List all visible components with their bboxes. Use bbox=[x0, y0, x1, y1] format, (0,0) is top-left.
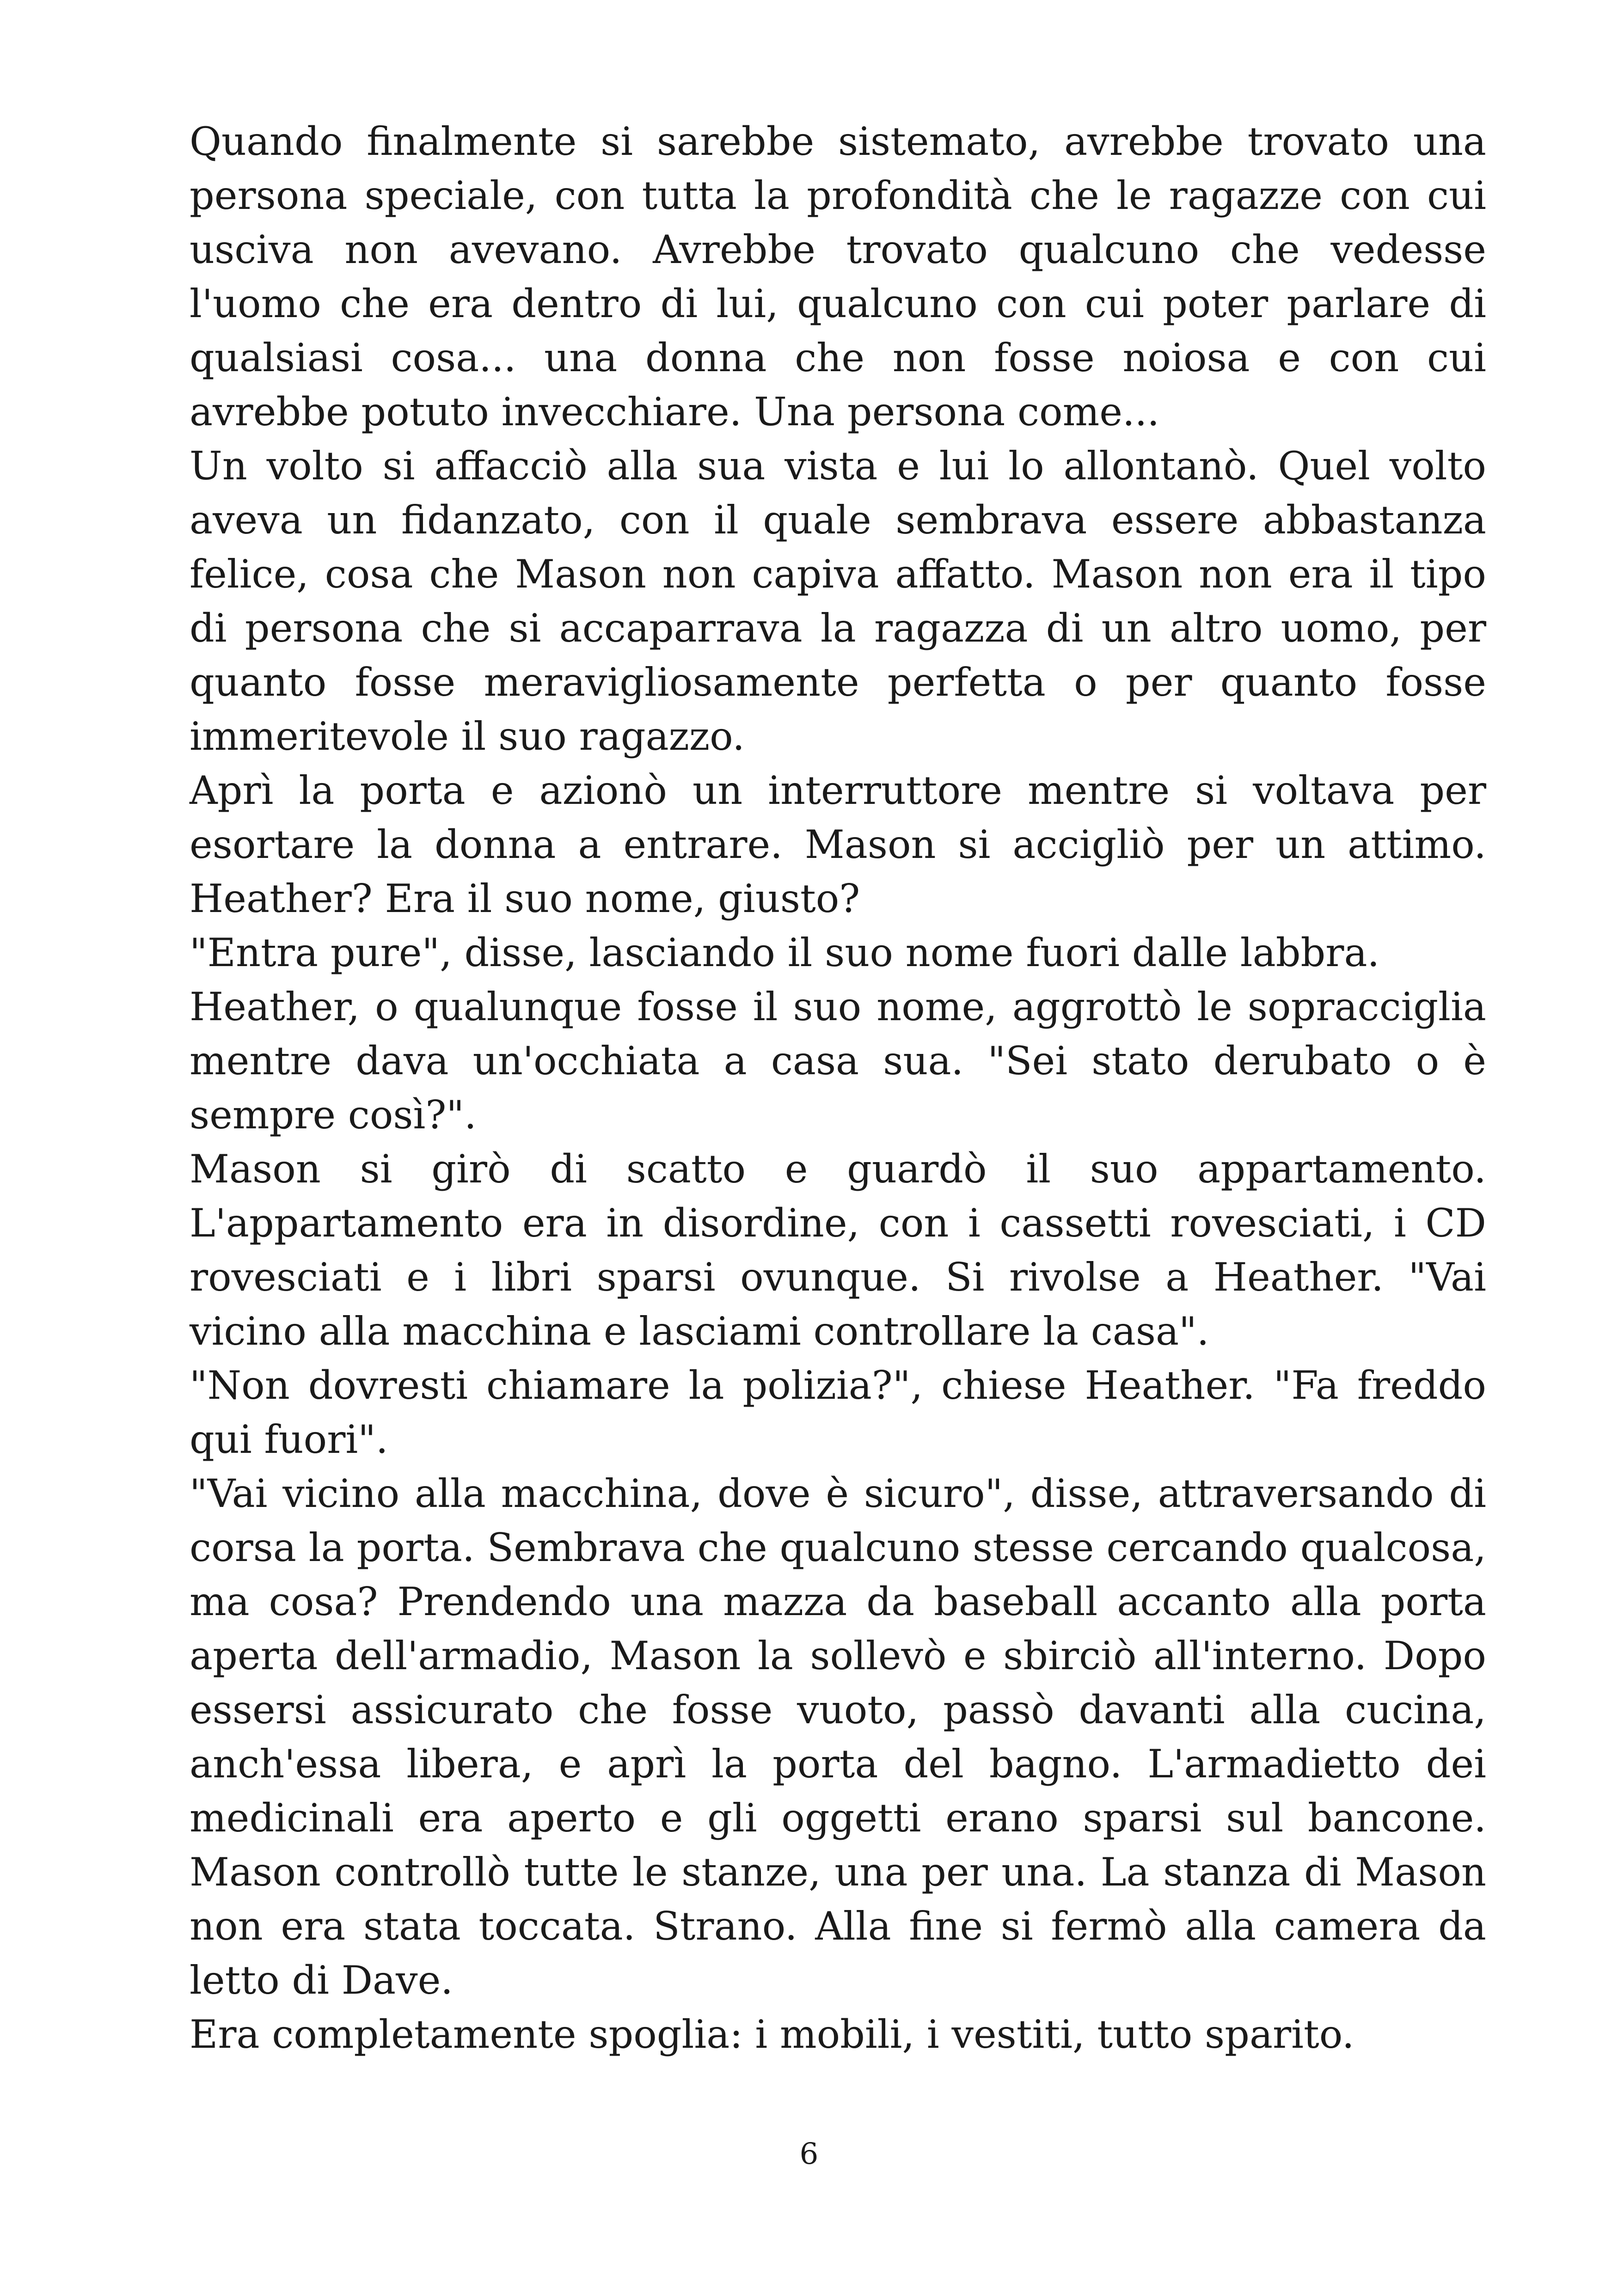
paragraph-5: Heather, o qualunque fosse il suo nome, aggrottò le sopracciglia mentre dava un'occhiata a casa sua. "Sei stato derubato o è sempre così?". bbox=[190, 984, 1486, 1138]
paragraph-8: "Vai vicino alla macchina, dove è sicuro", disse, attraversando di corsa la porta. Sembrava che qualcuno stesse cercando qualcosa, ma cosa? Prendendo una mazza da baseball accanto alla porta aperta dell'armadio, Mason la sollevò e sbirciò all'interno. Dopo essersi assicurato che fosse vuoto, passò davanti alla cucina, anch'essa libera, e aprì la porta del bagno. L'armadietto dei medicinali era aperto e gli oggetti erano sparsi sul bancone. Mason controllò tutte le stanze, una per una. La stanza di Mason non era stata toccata. Strano. Alla fine si fermò alla camera da letto di Dave. bbox=[190, 1471, 1486, 2003]
paragraph-6: Mason si girò di scatto e guardò il suo appartamento. L'appartamento era in disordine, con i cassetti rovesciati, i CD rovesciati e i libri sparsi ovunque. Si rivolse a Heather. "Vai vicino alla macchina e lasciami controllare la casa". bbox=[190, 1146, 1486, 1354]
paragraph-7: "Non dovresti chiamare la polizia?", chiese Heather. "Fa freddo qui fuori". bbox=[190, 1363, 1486, 1462]
paragraph-2: Un volto si affacciò alla sua vista e lui lo allontanò. Quel volto aveva un fidanzato, con il quale sembrava essere abbastanza felice, cosa che Mason non capiva affatto. Mason non era il tipo di persona che si accaparrava la ragazza di un altro uomo, per quanto fosse meravigliosamente perfetta o per quanto fosse immeritevole il suo ragazzo. bbox=[190, 443, 1486, 759]
body-text bbox=[190, 115, 1486, 2062]
paragraph-1: Quando finalmente si sarebbe sistemato, avrebbe trovato una persona speciale, con tutta la profondità che le ragazze con cui usciva non avevano. Avrebbe trovato qualcuno che vedesse l'uomo che era dentro di lui, qualcuno con cui poter parlare di qualsiasi cosa... una donna che non fosse noiosa e con cui avrebbe potuto invecchiare. Una persona come... bbox=[190, 119, 1486, 435]
paragraph-4: "Entra pure", disse, lasciando il suo nome fuori dalle labbra. bbox=[190, 930, 1380, 975]
paragraph-3: Aprì la porta e azionò un interruttore mentre si voltava per esortare la donna a entrare. Mason si accigliò per un attimo. Heather? Era il suo nome, giusto? bbox=[190, 768, 1486, 921]
paragraph-9: Era completamente spoglia: i mobili, i vestiti, tutto sparito. bbox=[190, 2012, 1354, 2057]
page-number: 6 bbox=[799, 2137, 819, 2171]
